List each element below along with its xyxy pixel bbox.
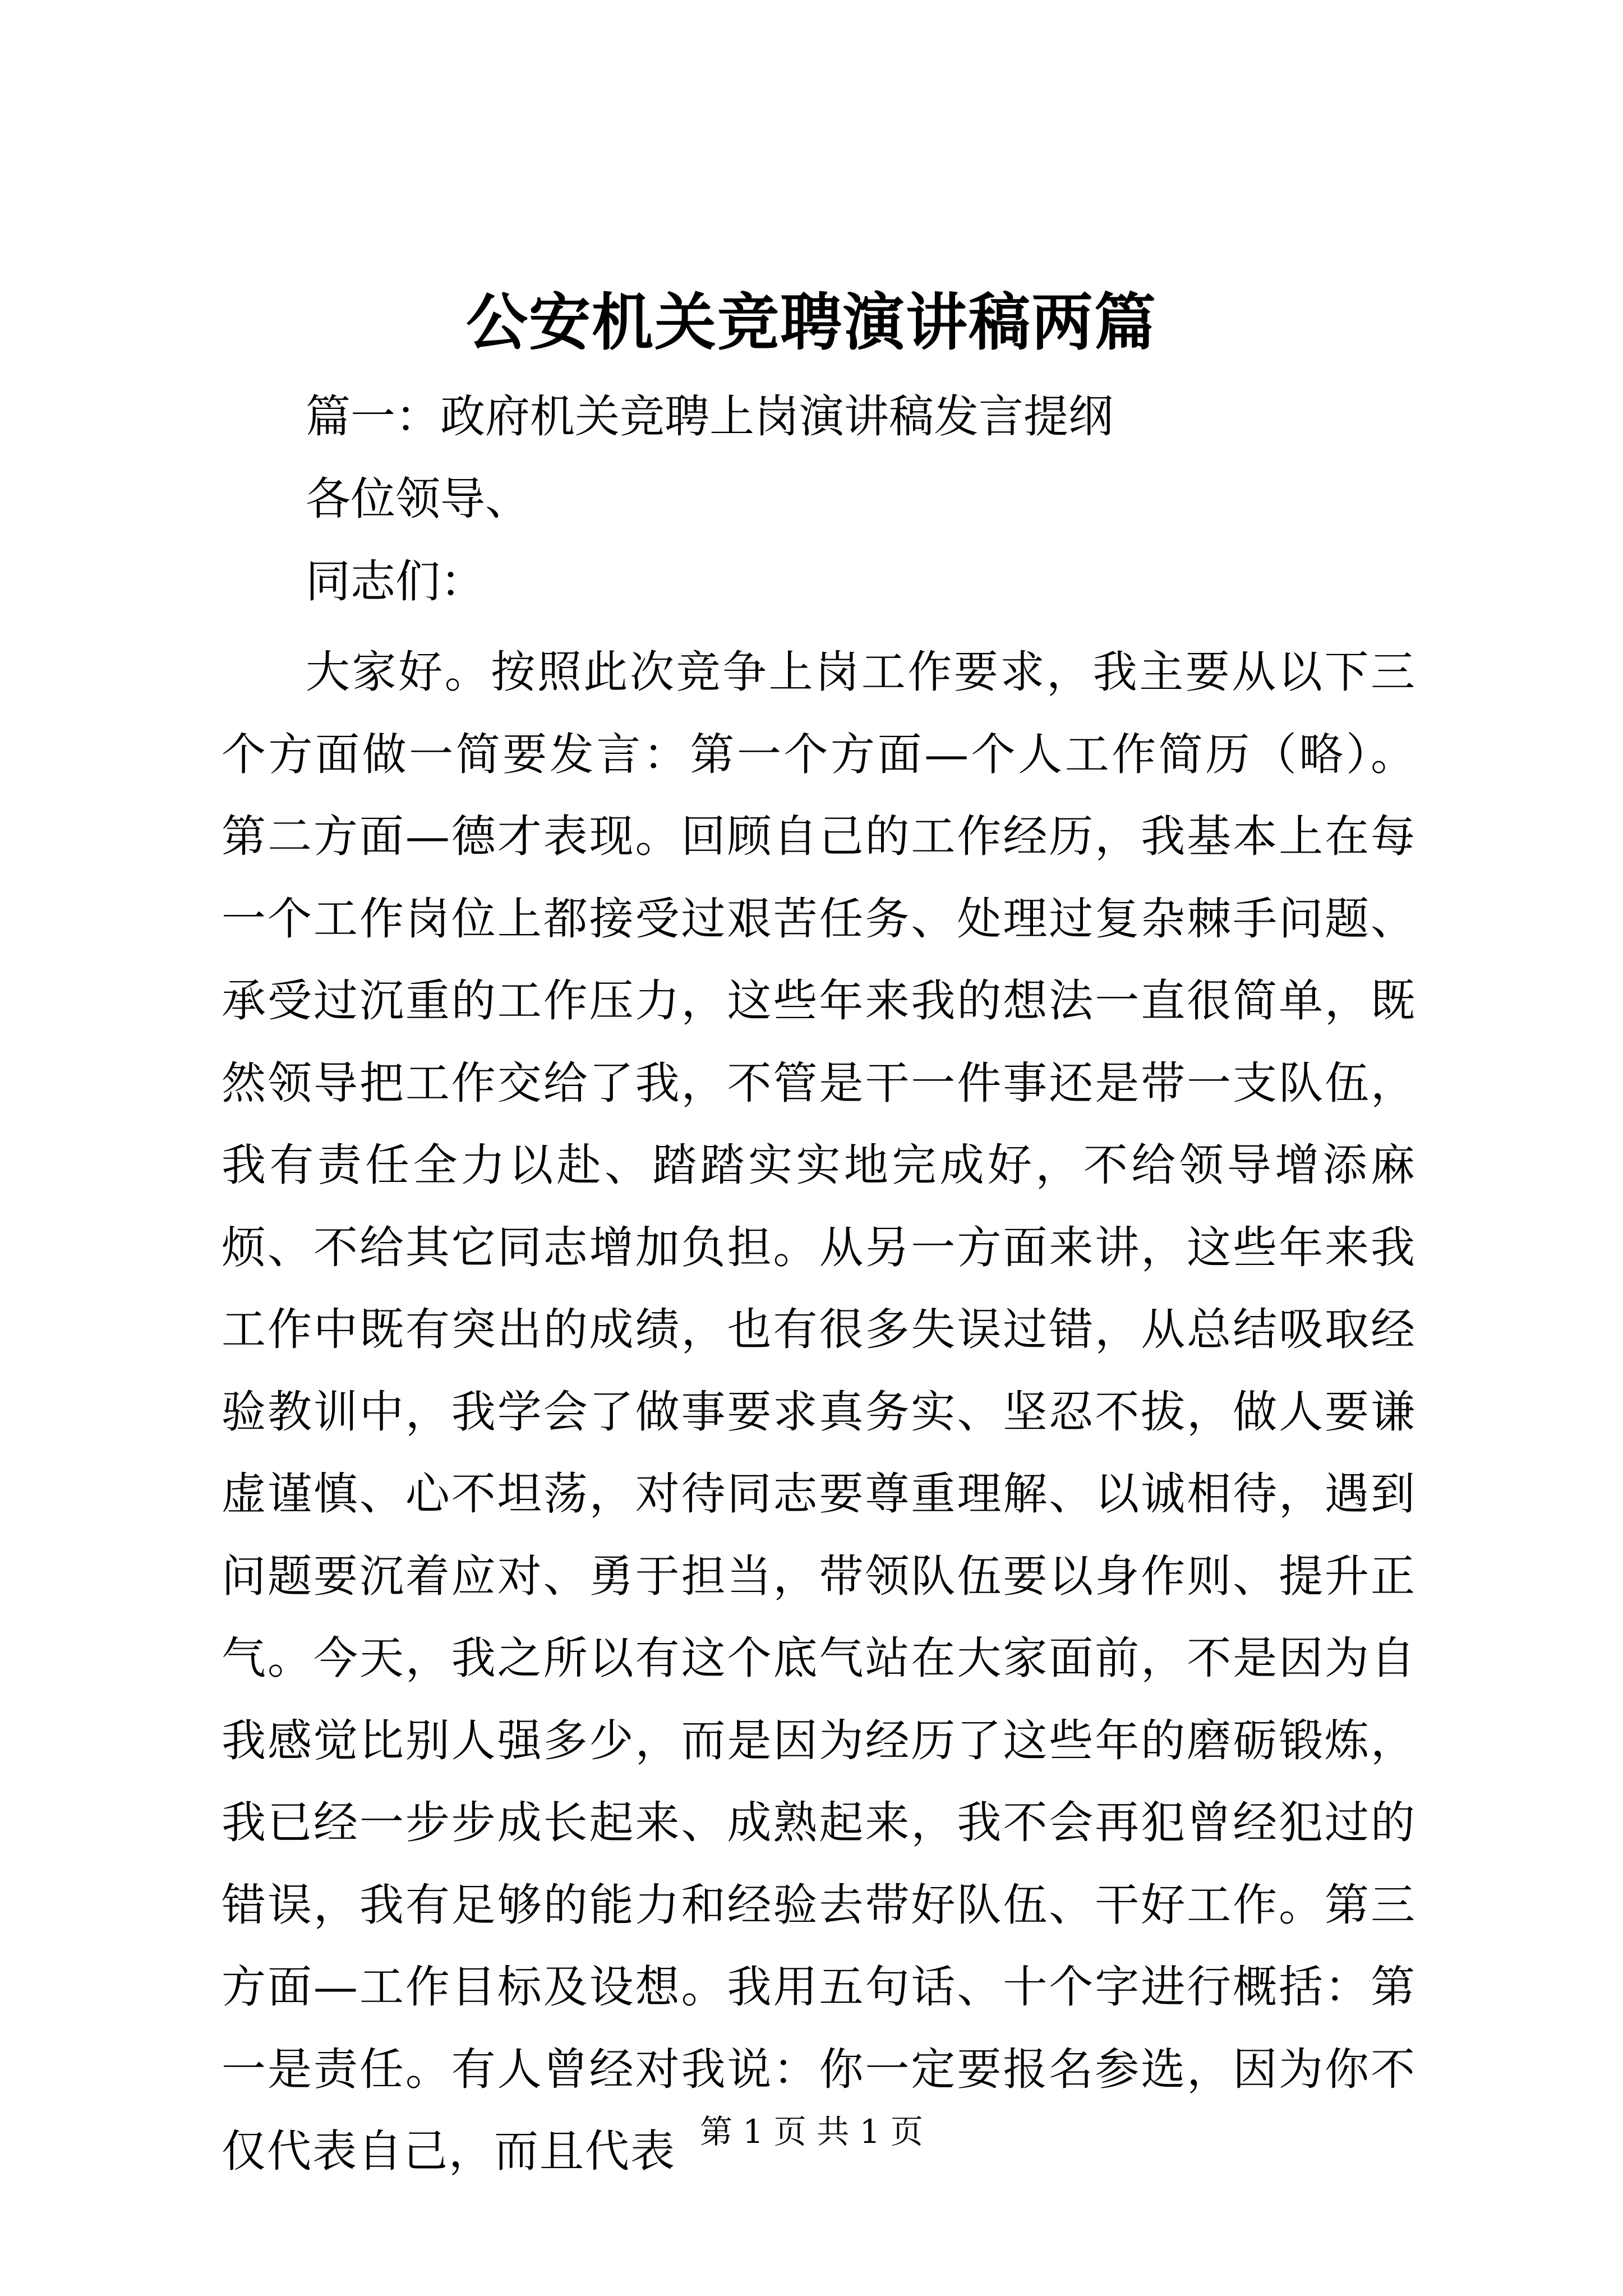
body-paragraph: 大家好。按照此次竞争上岗工作要求，我主要从以下三个方面做一简要发言：第一个方面—个人工作简历（略）。第二方面—德才表现。回顾自己的工作经历，我基本上在每一个工作岗位上都接受过艰苦任务、处理过复杂棘手问题、承受过沉重的工作压力，这些年来我的想法一直很简单，既然领导把工作交给了我，不管是干一件事还是带一支队伍，我有责任全力以赴、踏踏实实地完成好，不给领导增添麻烦、不给其它同志增加负担。从另一方面来讲，这些年来我工作中既有突出的成绩，也有很多失误过错，从总结吸取经验教训中，我学会了做事要求真务实、坚忍不拔，做人要谦虚谨慎、心不坦荡，对待同志要尊重理解、以诚相待，遇到问题要沉着应对、勇于担当，带领队伍要以身作则、提升正气。今天，我之所以有这个底气站在大家面前，不是因为自我感觉比别人强多少，而是因为经历了这些年的磨砺锻炼，我已经一步步成长起来、成熟起来，我不会再犯曾经犯过的错误，我有足够的能力和经验去带好队伍、干好工作。第三方面—工作目标及设想。我用五句话、十个字进行概括：第一是责任。有人曾经对我说：你一定要报名参选，因为你不仅代表自己，而且代表	[222, 646, 1416, 2177]
document-title: 公安机关竞聘演讲稿两篇	[466, 286, 1157, 358]
salutation-comrades: 同志们：	[306, 555, 485, 608]
salutation-leaders: 各位领导、	[306, 473, 530, 525]
page-number-footer: 第 1 页 共 1 页	[700, 2113, 923, 2151]
document-subtitle: 篇一：政府机关竞聘上岗演讲稿发言提纲	[306, 390, 1113, 443]
